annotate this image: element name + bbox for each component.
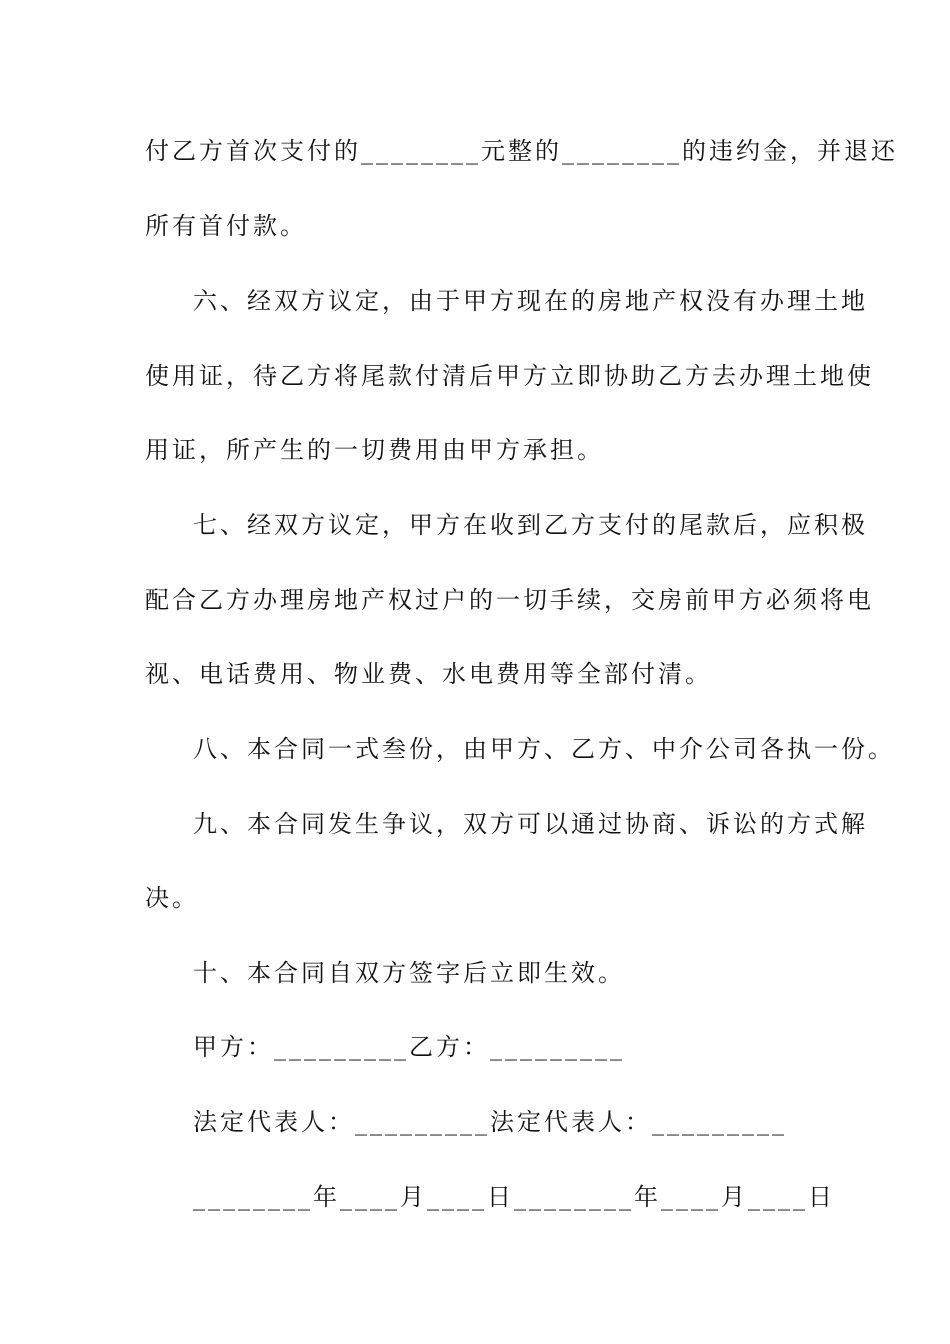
paragraph-6-line-2: 使用证，待乙方将尾款付清后甲方立即协助乙方去办理土地使 (145, 362, 874, 390)
paragraph-9-line-1: 九、本合同发生争议，双方可以通过协商、诉讼的方式解 (193, 810, 868, 838)
paragraph-7-line-1: 七、经双方议定，甲方在收到乙方支付的尾款后，应积极 (193, 511, 868, 539)
paragraph-7-line-2: 配合乙方办理房地产权过户的一切手续，交房前甲方必须将电 (145, 586, 874, 614)
paragraph-5-line-2: 所有首付款。 (145, 212, 307, 240)
paragraph-5-line-1: 付乙方首次支付的________元整的________的违约金，并退还 (145, 137, 898, 165)
signature-parties: 甲方：_________乙方：_________ (193, 1033, 625, 1061)
paragraph-7-line-3: 视、电话费用、物业费、水电费用等全部付清。 (145, 660, 712, 688)
paragraph-8: 八、本合同一式叁份，由甲方、乙方、中介公司各执一份。 (193, 735, 895, 763)
paragraph-10: 十、本合同自双方签字后立即生效。 (193, 959, 625, 987)
paragraph-6-line-3: 用证，所产生的一切费用由甲方承担。 (145, 436, 604, 464)
paragraph-9-line-2: 决。 (145, 884, 199, 912)
paragraph-6-line-1: 六、经双方议定，由于甲方现在的房地产权没有办理土地 (193, 287, 868, 315)
signature-legal-representatives: 法定代表人：_________法定代表人：_________ (193, 1108, 787, 1136)
signature-dates: ________年____月____日________年____月____日 (193, 1183, 835, 1211)
